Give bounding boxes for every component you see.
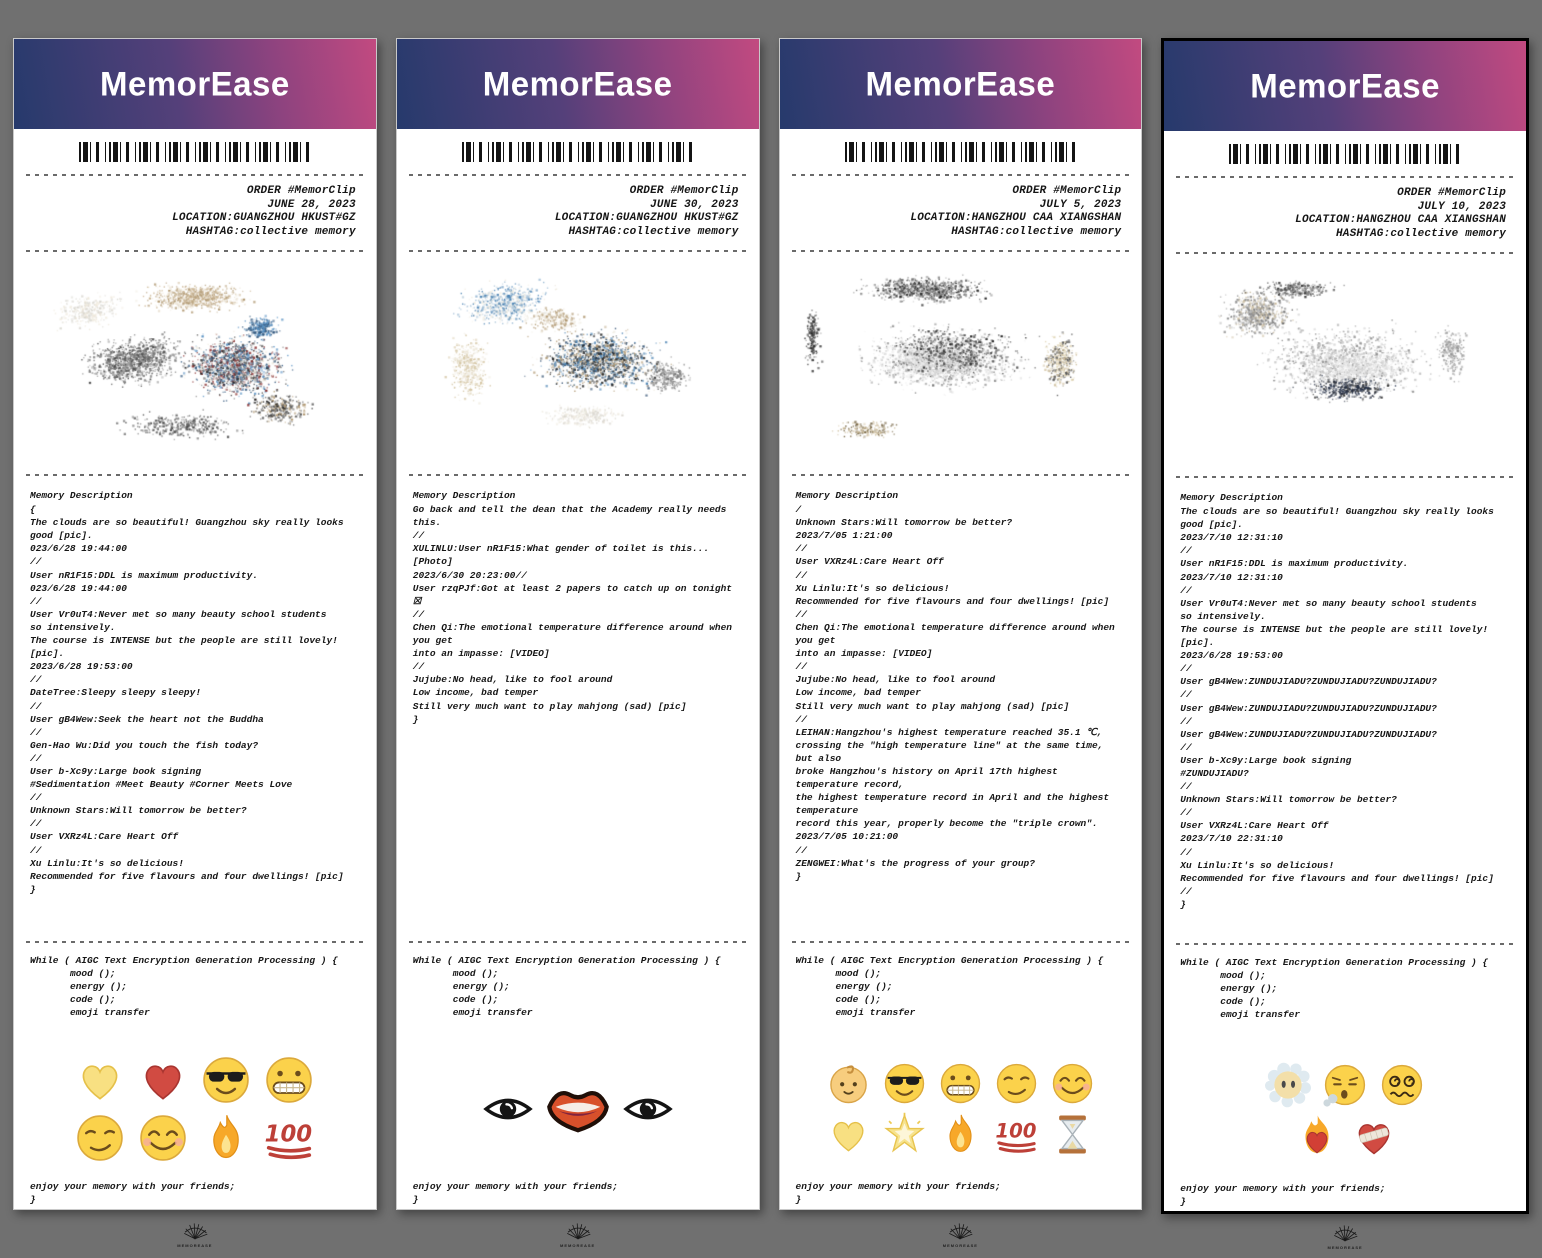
text-line: Recommended for five flavours and four dwellings! [pic] [795,595,1110,607]
order-id: ORDER #MemorClip [246,185,356,197]
text-line: so intensively. [30,621,116,633]
text-line: code (); [70,994,116,1006]
text-line: User VXRz4L:Care Heart Off [1180,820,1329,832]
smiling-face-with-sunglasses-emoji [882,1061,927,1106]
text-line: } [795,870,802,882]
text-line: User rzqPJf:Got at least 2 papers to catch up on tonight ☒ [412,582,733,607]
smiling-face-with-smiling-eyes-emoji [137,1112,189,1164]
memory-description [14,479,376,938]
memory-title: Memory Description [1180,492,1283,503]
code-body [1180,969,1510,1021]
face-exhaling-emoji [1322,1062,1368,1108]
smiling-face-with-sunglasses-emoji [200,1054,252,1106]
text-line: LEIHAN:Hangzhou's highest temperature reached 35.1 ℃, [795,726,1103,738]
code-block [780,946,1142,1046]
fan-logo-icon [563,1222,593,1242]
receipt-card[interactable] [396,38,760,1248]
text-line: Low income, bad temper [412,687,539,699]
emoji-row [74,1112,315,1164]
text-line: 2023/7/10 22:31:10 [1180,833,1283,845]
divider [792,941,1130,943]
memory-lines [1180,505,1510,911]
mending-heart-emoji [1351,1114,1397,1160]
text-line: Jujube:No head, like to fool around [795,674,996,686]
logo-caption: MEMOREASE [942,1243,978,1248]
text-line: Xu Linlu:It's so delicious! [795,582,950,594]
emoji-row [826,1112,1095,1157]
text-line: emoji transfer [1220,1009,1301,1021]
code-while-line: While ( AIGC Text Encryption Generation Processing ) { [30,955,338,966]
order-info [397,179,759,247]
footer-enjoy-line: enjoy your memory with your friends; [30,1181,236,1192]
text-line: Unknown Stars:Will tomorrow be better? [795,517,1013,529]
memory-lines [30,503,360,896]
text-line: Recommended for five flavours and four dwellings! [pic] [1180,872,1494,884]
hundred-points-emoji [263,1112,315,1164]
memory-description [1164,481,1526,940]
text-line: 2023/7/10 12:31:10 [1180,532,1283,544]
receipt-footer [14,1172,376,1222]
footer-enjoy-line: enjoy your memory with your friends; [1180,1183,1386,1194]
divider [409,174,747,176]
receipt-footer [780,1172,1142,1222]
text-line: 023/6/28 19:44:00 [30,543,127,555]
text-line: Chen Qi:The emotional temperature difference around when you get [795,621,1115,647]
text-line: 2023/6/28 19:53:00 [30,661,133,673]
emoji-grid [1164,1048,1526,1174]
face-in-clouds-emoji [1265,1062,1311,1108]
logo-caption: MEMOREASE [560,1243,596,1248]
order-hashtag: HASHTAG:collective memory [951,225,1122,238]
text-line: // [30,700,42,712]
receipt-footer [1164,1174,1526,1224]
text-line: Jujube:No head, like to fool around [412,674,613,686]
text-line: User Vr0uT4:Never met so many beauty school students [1180,597,1477,609]
text-line: { [30,504,36,516]
grimacing-face-emoji [263,1054,315,1106]
fan-logo-icon [945,1222,975,1242]
order-id: ORDER #MemorClip [1397,187,1506,199]
text-line: // [795,543,807,555]
text-line: // [1180,545,1192,557]
text-line: Xu Linlu:It's so delicious! [1180,859,1335,871]
emoji-row [826,1061,1095,1106]
fire-emoji [200,1112,252,1164]
text-line: User gB4Wew:ZUNDUJIADU?ZUNDUJIADU?ZUNDUJIADU? [1180,728,1437,740]
eye-emoji [483,1084,533,1134]
order-date: JUNE 30, 2023 [650,198,739,211]
footer-closing-brace: } [30,1194,36,1205]
order-hashtag: HASHTAG:collective memory [568,225,739,238]
text-line: code (); [1220,996,1266,1008]
brand-header [397,39,759,129]
face-with-spiral-eyes-emoji [1379,1062,1425,1108]
divider [1176,176,1514,178]
order-date: JULY 5, 2023 [1039,198,1122,211]
fire-emoji [938,1112,983,1157]
text-line: // [30,726,42,738]
brand-title: MemorEase [99,64,290,103]
barcode [1229,144,1461,164]
code-block [14,946,376,1046]
divider [409,250,747,252]
text-line: } [412,713,419,725]
text-line: into an impasse: [VIDEO] [795,648,933,660]
memory-title: Memory Description [30,490,133,501]
order-hashtag: HASHTAG:collective memory [185,225,356,238]
text-line: // [30,752,42,764]
yellow-heart-emoji [826,1112,871,1157]
text-line: mood (); [70,968,116,980]
memory-title: Memory Description [412,490,516,501]
text-line: mood (); [1220,970,1266,982]
brand-header [14,39,376,129]
order-id: ORDER #MemorClip [1012,185,1122,197]
brand-title: MemorEase [1250,66,1440,105]
heart-on-fire-emoji [1294,1114,1340,1160]
text-line: Still very much want to play mahjong (sad) [pic] [412,700,687,712]
text-line: DateTree:Sleepy sleepy sleepy! [30,687,202,699]
logo-caption: MEMOREASE [1327,1245,1363,1250]
text-line: 2023/7/05 10:21:00 [795,831,899,843]
text-line: User Vr0uT4:Never met so many beauty school students [30,608,327,620]
text-line: User gB4Wew:ZUNDUJIADU?ZUNDUJIADU?ZUNDUJIADU? [1180,702,1437,714]
emoji-grid [397,1046,759,1172]
text-line: // [412,661,425,673]
pointcloud-image [14,255,376,471]
svg-text:100: 100 [995,1119,1037,1143]
text-line: 2023/7/10 12:31:10 [1180,571,1283,583]
grimacing-face-emoji [938,1061,983,1106]
divider [409,474,747,476]
text-line: 2023/6/28 19:53:00 [1180,650,1283,662]
text-line: so intensively. [1180,610,1266,622]
text-line: emoji transfer [70,1007,150,1019]
emoji-row [483,1075,673,1143]
memory-title: Memory Description [795,490,899,501]
text-line: Unknown Stars:Will tomorrow be better? [1180,794,1397,806]
text-line: energy (); [835,981,893,993]
mouth-emoji [544,1075,612,1143]
receipt-card[interactable] [1161,38,1529,1250]
memory-description [397,479,759,938]
text-line: User VXRz4L:Care Heart Off [30,831,179,843]
order-date: JUNE 28, 2023 [267,198,356,211]
text-line: // [795,844,807,856]
text-line: // [30,595,42,607]
text-line: crossing the "high temperature line" at the same time, but also [795,739,1104,764]
text-line: #Sedimentation #Meet Beauty #Corner Meets Love [30,779,293,791]
code-block [397,946,759,1046]
text-line: // [1180,663,1192,675]
barcode [79,142,311,162]
eye-emoji [623,1084,673,1134]
text-line: energy (); [70,981,128,993]
text-line: User VXRz4L:Care Heart Off [795,556,944,568]
text-line: // [1180,584,1192,596]
order-info [14,179,376,247]
order-info [1164,181,1526,249]
text-line: // [795,569,807,581]
footer-enjoy-line: enjoy your memory with your friends; [412,1181,618,1192]
hundred-points-emoji [994,1112,1039,1157]
emoji-grid [780,1046,1142,1172]
smirking-face-emoji [74,1112,126,1164]
text-line: // [795,661,807,673]
text-line: // [1180,781,1192,793]
memory-lines [796,503,1126,883]
text-line: The clouds are so beautiful! Guangzhou sky really looks good [pic]. [1180,506,1494,531]
text-line: // [1180,689,1192,701]
order-date: JULY 10, 2023 [1417,200,1506,213]
text-line: // [30,556,42,568]
text-line: // [412,608,425,620]
text-line: #ZUNDUJIADU? [1180,767,1249,779]
divider [792,174,1130,176]
code-while-line: While ( AIGC Text Encryption Generation Processing ) { [795,955,1104,966]
smiling-face-with-smiling-eyes-emoji [1050,1061,1095,1106]
text-line: User b-Xc9y:Large book signing [30,765,202,777]
code-body [413,967,743,1019]
text-line: // [1180,807,1192,819]
text-line: The clouds are so beautiful! Guangzhou sky really looks good [pic]. [30,517,344,542]
order-location: LOCATION:GUANGZHOU HKUST#GZ [172,212,356,224]
code-block [1164,948,1526,1048]
text-line: User nR1F15:DDL is maximum productivity. [30,569,259,581]
brand-title: MemorEase [482,64,673,103]
divider [26,174,364,176]
brand-logo [14,1222,376,1256]
smirking-face-emoji [994,1061,1039,1106]
text-line: User nR1F15:DDL is maximum productivity. [1180,558,1409,570]
divider [1176,252,1514,254]
order-hashtag: HASHTAG:collective memory [1335,227,1506,240]
emoji-grid [14,1046,376,1172]
text-line: record this year, properly become the "triple crown". [795,818,1098,830]
text-line: broke Hangzhou's history on April 17th highest temperature record, [795,765,1058,791]
divider [26,250,364,252]
code-while-line: While ( AIGC Text Encryption Generation Processing ) { [412,955,721,966]
divider [409,941,747,943]
receipt-card[interactable] [779,38,1143,1248]
text-line: Xu Linlu:It's so delicious! [30,857,184,869]
text-line: // [412,530,425,542]
text-line: mood (); [835,968,882,980]
code-body [796,967,1126,1019]
text-line: // [795,608,807,620]
brand-logo [397,1222,759,1256]
text-line: XULINLU:User nR1F15:What gender of toilet is this... [Photo] [412,543,710,568]
pointcloud-image [780,255,1142,471]
memory-lines [413,503,743,726]
emoji-row [74,1054,315,1106]
text-line: // [1180,715,1192,727]
divider [1176,476,1514,478]
yellow-heart-emoji [74,1054,126,1106]
order-info [780,179,1142,247]
text-line: / [795,504,802,516]
text-line: Still very much want to play mahjong (sad) [pic] [795,700,1070,712]
divider [792,250,1130,252]
text-line: 2023/6/30 20:23:00// [412,569,527,581]
text-line: // [795,713,807,725]
divider [26,474,364,476]
divider [1176,943,1514,945]
text-line: emoji transfer [452,1007,533,1019]
brand-logo [780,1222,1142,1256]
text-line: Recommended for five flavours and four dwellings! [pic] [30,870,344,882]
text-line: Low income, bad temper [795,687,921,699]
receipt-card[interactable] [13,38,377,1248]
text-line: User gB4Wew:Seek the heart not the Buddha [30,713,264,725]
brand-title: MemorEase [865,64,1056,103]
text-line: User b-Xc9y:Large book signing [1180,754,1352,766]
text-line: energy (); [1220,983,1278,995]
pointcloud-image [397,255,759,471]
text-line: the highest temperature record in April and the highest temperature [795,792,1110,817]
text-line: // [1180,741,1192,753]
order-id: ORDER #MemorClip [629,185,739,197]
text-line: mood (); [452,968,499,980]
text-line: The course is INTENSE but the people are still lovely! [pic]. [30,635,338,660]
barcode [845,142,1077,162]
text-line: 2023/7/05 1:21:00 [795,530,893,542]
divider [792,474,1130,476]
text-line: code (); [835,994,882,1006]
code-body [30,967,360,1019]
text-line: energy (); [452,981,510,993]
text-line: The course is INTENSE but the people are still lovely! [pic]. [1180,623,1489,649]
text-line: 023/6/28 19:44:00 [30,582,127,594]
order-location: LOCATION:HANGZHOU CAA XIANGSHAN [1295,214,1506,226]
text-line: // [30,792,42,804]
receipt-footer [397,1172,759,1222]
footer-enjoy-line: enjoy your memory with your friends; [795,1181,1001,1192]
text-line: Unknown Stars:Will tomorrow be better? [30,805,247,817]
text-line: // [1180,846,1192,858]
text-line: // [30,844,42,856]
glowing-star-emoji [882,1112,927,1157]
order-location: LOCATION:GUANGZHOU HKUST#GZ [554,212,739,224]
text-line: Go back and tell the dean that the Academy really needs this. [412,504,727,529]
footer-closing-brace: } [412,1194,419,1205]
code-while-line: While ( AIGC Text Encryption Generation Processing ) { [1180,957,1489,968]
emoji-row [1294,1114,1397,1160]
brand-header [1164,41,1526,131]
text-line: into an impasse: [VIDEO] [412,648,550,660]
text-line: } [30,883,36,895]
memory-description [780,479,1142,938]
text-line: emoji transfer [835,1007,916,1019]
text-line: Gen-Hao Wu:Did you touch the fish today? [30,739,259,751]
barcode [462,142,694,162]
brand-header [780,39,1142,129]
pointcloud-image [1164,257,1526,473]
text-line: } [1180,898,1186,910]
text-line: code (); [452,994,499,1006]
brand-logo [1164,1224,1526,1258]
red-heart-emoji [137,1054,189,1106]
emoji-row [1265,1062,1425,1108]
text-line: // [30,674,42,686]
fan-logo-icon [1330,1224,1360,1244]
baby-emoji [826,1061,871,1106]
text-line: User gB4Wew:ZUNDUJIADU?ZUNDUJIADU?ZUNDUJIADU? [1180,676,1437,688]
footer-closing-brace: } [795,1194,802,1205]
logo-caption: MEMOREASE [177,1243,213,1248]
hourglass-emoji [1050,1112,1095,1157]
text-line: ZENGWEI:What's the progress of your group? [795,857,1035,869]
text-line: // [1180,885,1192,897]
footer-closing-brace: } [1180,1196,1186,1207]
fan-logo-icon [180,1222,210,1242]
divider [26,941,364,943]
svg-text:100: 100 [265,1121,313,1148]
text-line: Chen Qi:The emotional temperature difference around when you get [412,621,733,647]
text-line: // [30,818,42,830]
order-location: LOCATION:HANGZHOU CAA XIANGSHAN [910,212,1122,224]
